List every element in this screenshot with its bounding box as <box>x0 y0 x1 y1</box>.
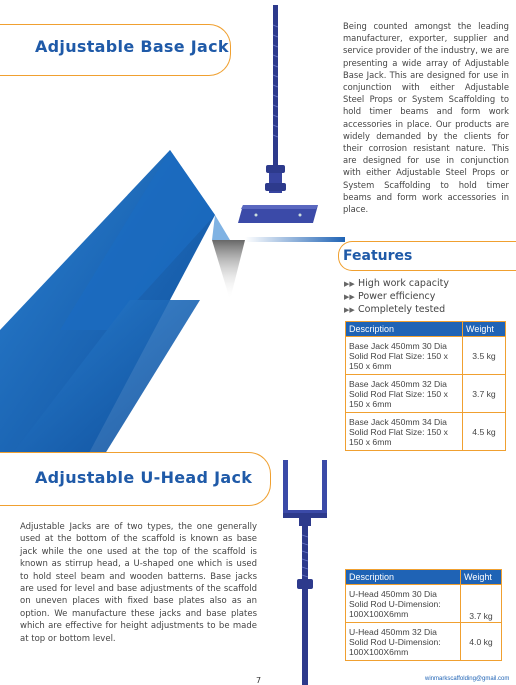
table-cell-weight: 3.5 kg <box>463 337 506 375</box>
table-header-row <box>346 322 506 337</box>
table-cell-weight: 4.0 kg <box>461 623 502 661</box>
footer-email: winmarkscaffolding@gmail.com <box>425 676 510 682</box>
table-row <box>346 623 502 661</box>
double-arrow-icon: ▶▶ <box>344 293 355 301</box>
table-cell-weight: 4.5 kg <box>463 413 506 451</box>
section2-description: Adjustable Jacks are of two types, the one generally used at the bottom of the scaffold is known as base jack while the one used at the top of the scaffold is known as stirrup head, a U-shaped one which is used to hold steel beam and wooden batterns. Base jacks are used for level and base adjustments of the scaffold on uneven places with fixed base plates also as an option. We manufacture these jacks and base plates which are effective for height adjustments to be made at top or bottom level. <box>20 522 257 644</box>
list-item: ▶▶ Power efficiency <box>344 291 436 302</box>
u-head-spec-table <box>345 569 502 661</box>
table-cell-weight: 3.7 kg <box>461 585 502 623</box>
table-row <box>346 413 506 451</box>
list-item: ▶▶ High work capacity <box>344 278 449 289</box>
table-cell-description: Base Jack 450mm 30 Dia Solid Rod Flat Size: 150 x 150 x 6mm <box>346 337 463 375</box>
u-head-jack-image <box>280 455 330 685</box>
header-weight: Weight <box>463 322 506 337</box>
grey-triangle-shape <box>212 240 245 300</box>
table-header-row <box>346 570 502 585</box>
table-row <box>346 337 506 375</box>
header-description: Description <box>346 570 461 585</box>
page-number: 7 <box>256 676 262 685</box>
table-cell-description: U-Head 450mm 30 Dia Solid Rod U-Dimension: 100X100X6mm <box>346 585 461 623</box>
header-description: Description <box>346 322 463 337</box>
table-cell-weight: 3.7 kg <box>463 375 506 413</box>
double-arrow-icon: ▶▶ <box>344 306 355 314</box>
table-row <box>346 375 506 413</box>
list-item: ▶▶ Completely tested <box>344 304 446 315</box>
base-jack-spec-table <box>345 321 506 451</box>
features-list <box>344 277 449 316</box>
header-weight: Weight <box>461 570 502 585</box>
double-arrow-icon: ▶▶ <box>344 280 355 288</box>
section2-title: Adjustable U-Head Jack <box>35 468 253 487</box>
features-title: Features <box>343 248 413 264</box>
section1-description: Being counted amongst the leading manufacturer, exporter, supplier and service provider of the industry, we are presenting a wide array of Adjustable Base Jack. This are designed for use in conjunction with either Adjustable Steel Props or System Scaffolding to hold timer beams and form work accessories in place. Our products are widely demanded by the clients for their corrosion resistant nature. This are designed for use in conjunction with either Adjustable Steel Props or System Scaffolding to hold timer beams and form work accessories in place. <box>343 21 509 215</box>
table-cell-description: U-Head 450mm 32 Dia Solid Rod U-Dimension: 100X100X6mm <box>346 623 461 661</box>
table-cell-description: Base Jack 450mm 32 Dia Solid Rod Flat Size: 150 x 150 x 6mm <box>346 375 463 413</box>
base-jack-image <box>238 5 328 230</box>
table-row <box>346 585 502 623</box>
gradient-bar <box>245 237 345 242</box>
table-cell-description: Base Jack 450mm 34 Dia Solid Rod Flat Size: 150 x 150 x 6mm <box>346 413 463 451</box>
section1-title: Adjustable Base Jack <box>35 37 229 56</box>
